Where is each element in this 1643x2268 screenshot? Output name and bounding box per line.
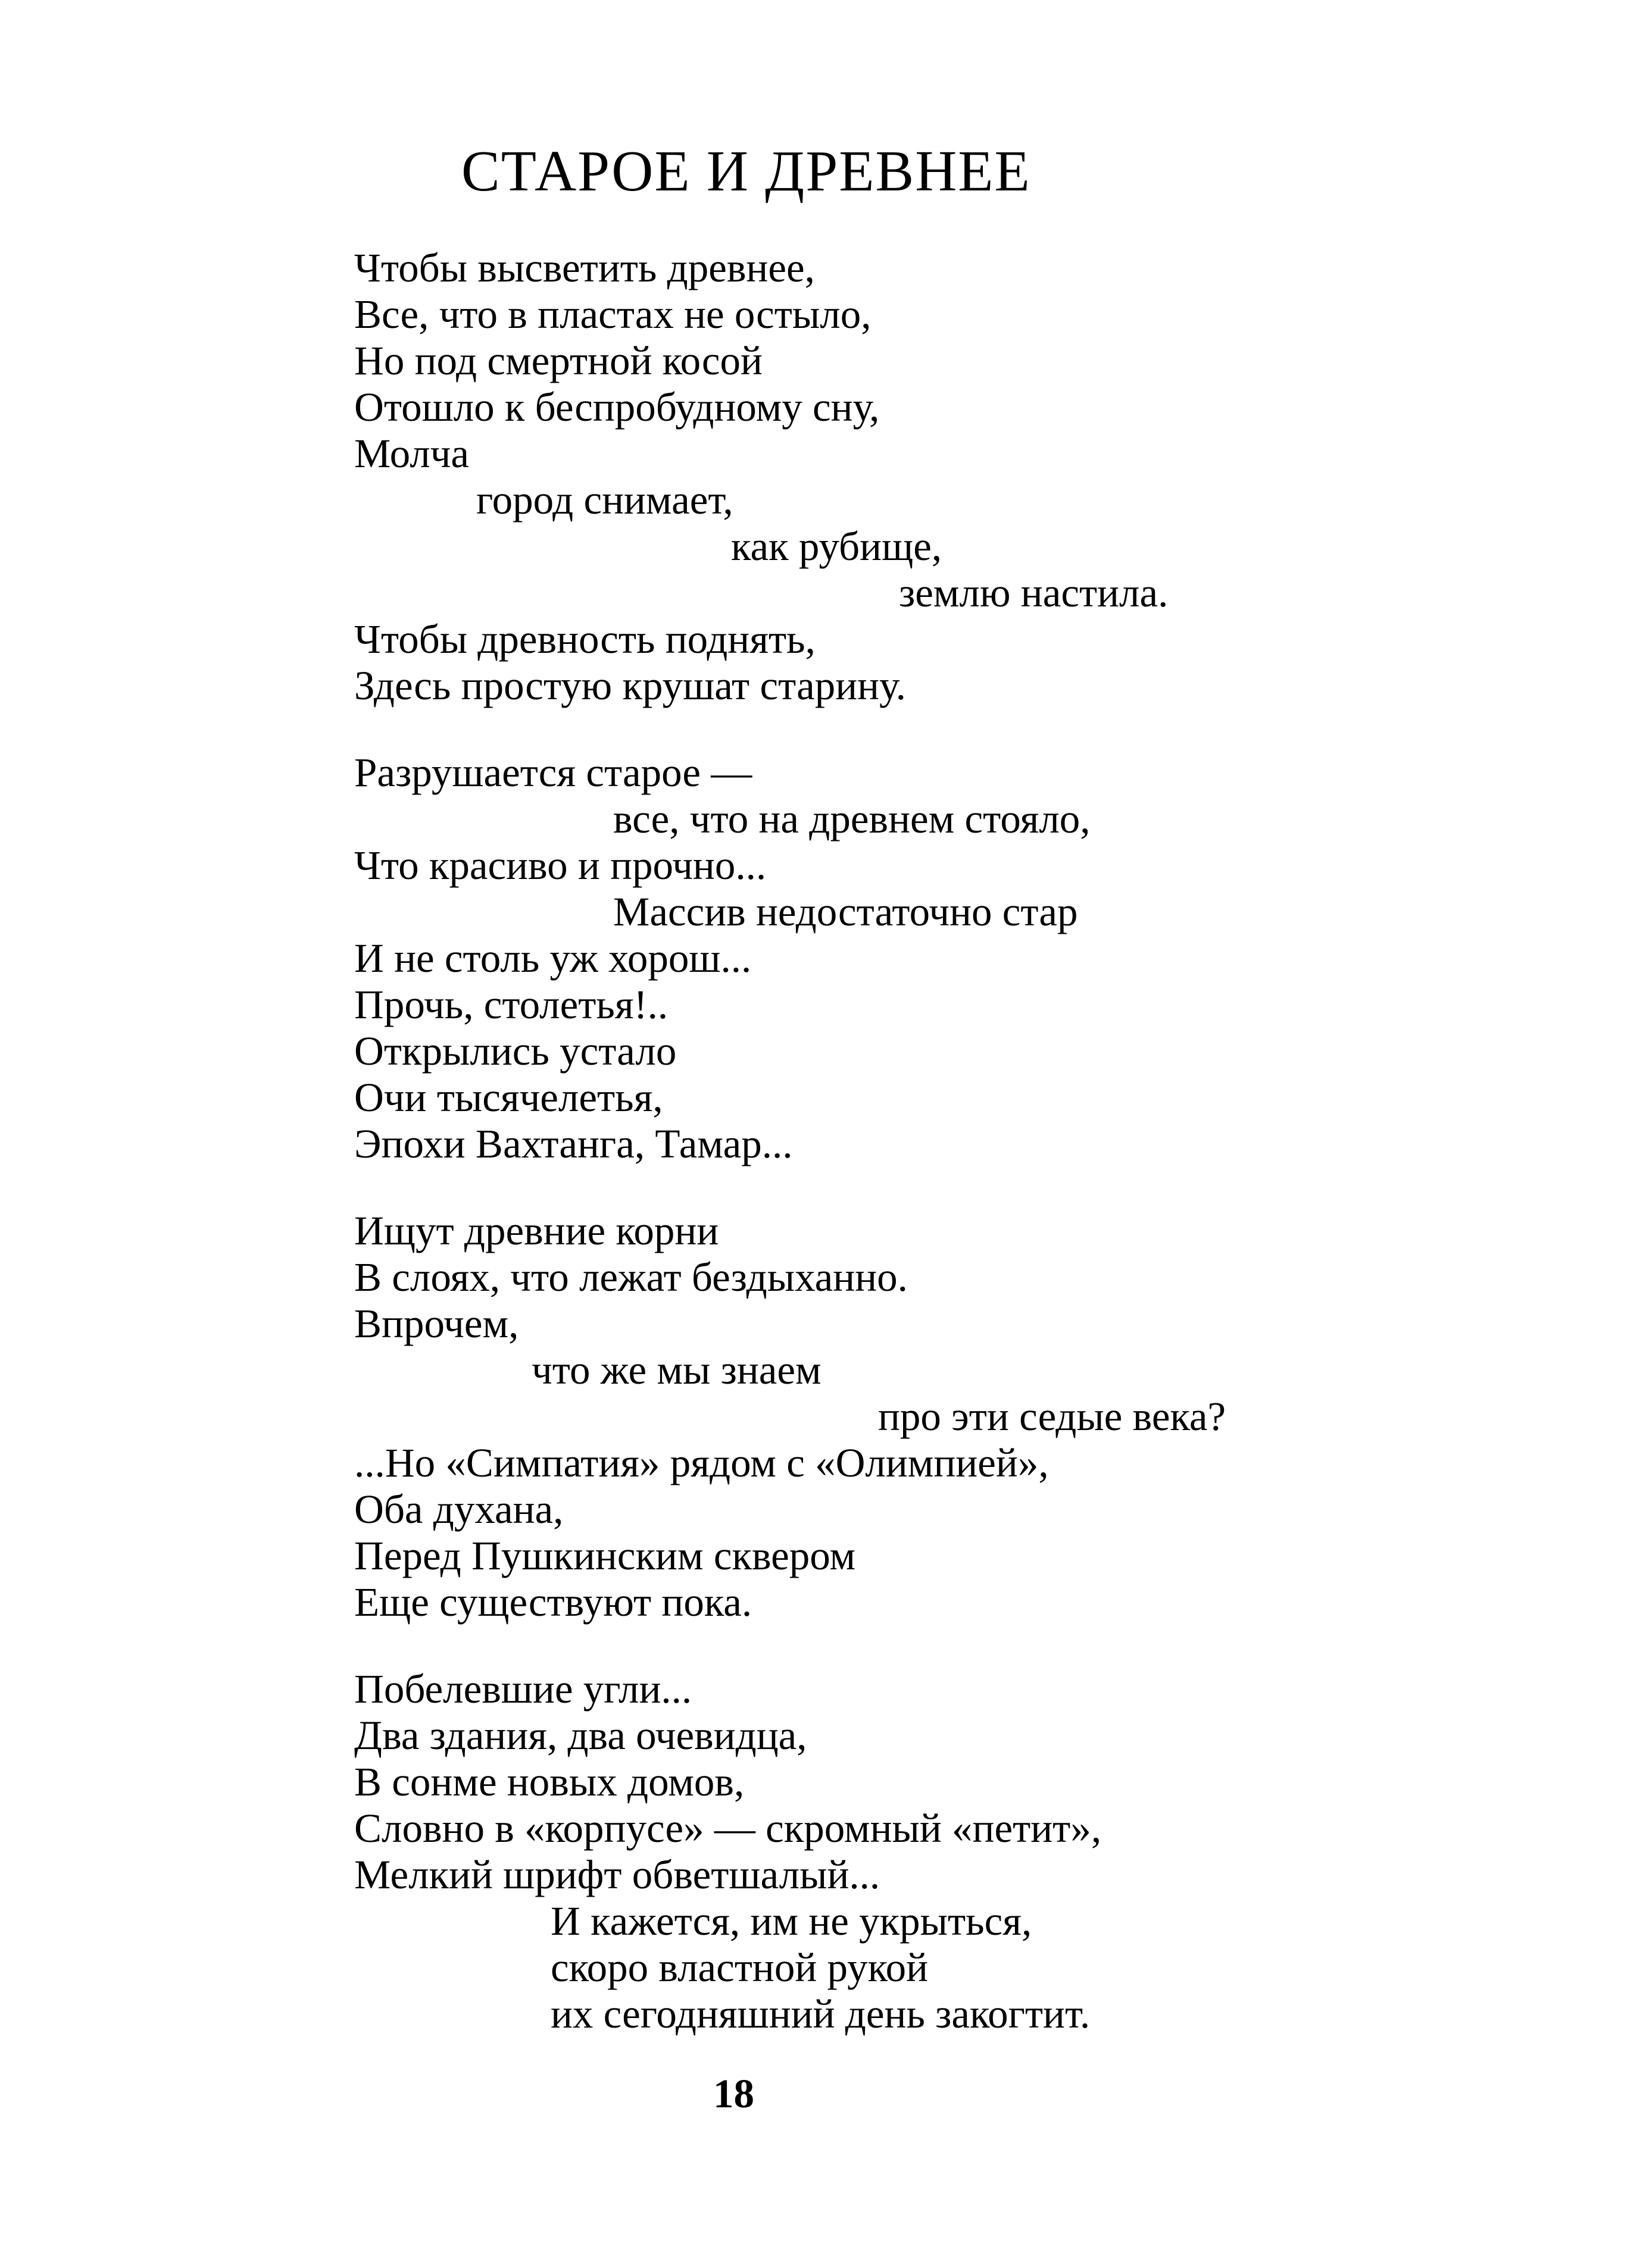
poem-title: СТАРОЕ И ДРЕВНЕЕ: [461, 139, 1031, 203]
poem-line: Но под смертной косой: [354, 338, 763, 383]
poem-line: Ищут древние корни: [354, 1208, 719, 1253]
poem-line: Массив недостаточно стар: [613, 889, 1078, 934]
poem-line: Еще существуют пока.: [354, 1579, 752, 1625]
poem-line: город снимает,: [476, 477, 733, 523]
poem-line: Побелевшие угли...: [354, 1666, 692, 1712]
poem-line: В сонме новых домов,: [354, 1759, 745, 1804]
poem-line: ...Но «Симпатия» рядом с «Олимпией»,: [354, 1440, 1049, 1485]
poem-line: землю настила.: [899, 570, 1169, 615]
poem-line: И кажется, им не укрыться,: [551, 1898, 1032, 1944]
poem-line: скоро властной рукой: [551, 1945, 929, 1990]
poem-line: Два здания, два очевидца,: [354, 1713, 807, 1758]
poem-line: что же мы знаем: [532, 1347, 822, 1393]
poem-line: И не столь уж хорош...: [354, 936, 752, 981]
poem-line: Перед Пушкинским сквером: [354, 1533, 856, 1578]
poem-line: Впрочем,: [354, 1301, 519, 1346]
poem-line: Мелкий шрифт обветшалый...: [354, 1852, 880, 1897]
poem-line: Чтобы древность поднять,: [354, 617, 816, 662]
poem-line: Молча: [354, 431, 469, 476]
poem-line: Все, что в пластах не остыло,: [354, 292, 872, 337]
poem-line: их сегодняшний день закогтит.: [551, 1991, 1091, 2036]
poem-line: Оба духана,: [354, 1487, 564, 1532]
poem-line: Разрушается старое —: [354, 750, 752, 795]
page-number: 18: [713, 2071, 754, 2116]
poem-line: Прочь, столетья!..: [354, 982, 669, 1027]
poem-line: Открылись устало: [354, 1028, 677, 1074]
poem-line: Словно в «корпусе» — скромный «петит»,: [354, 1806, 1102, 1851]
poem-line: Что красиво и прочно...: [354, 843, 767, 888]
poem-line: как рубище,: [731, 524, 942, 569]
poem-line: про эти седые века?: [878, 1394, 1226, 1439]
poem-line: Очи тысячелетья,: [354, 1075, 663, 1120]
poem-line: Эпохи Вахтанга, Тамар...: [354, 1121, 793, 1166]
poem-line: В слоях, что лежат бездыханно.: [354, 1255, 908, 1300]
poem-line: Чтобы высветить древнее,: [354, 245, 815, 290]
poem-line: Отошло к беспробудному сну,: [354, 384, 880, 430]
poem-line: Здесь простую крушат старину.: [354, 663, 906, 708]
poem-line: все, что на древнем стояло,: [613, 796, 1091, 841]
